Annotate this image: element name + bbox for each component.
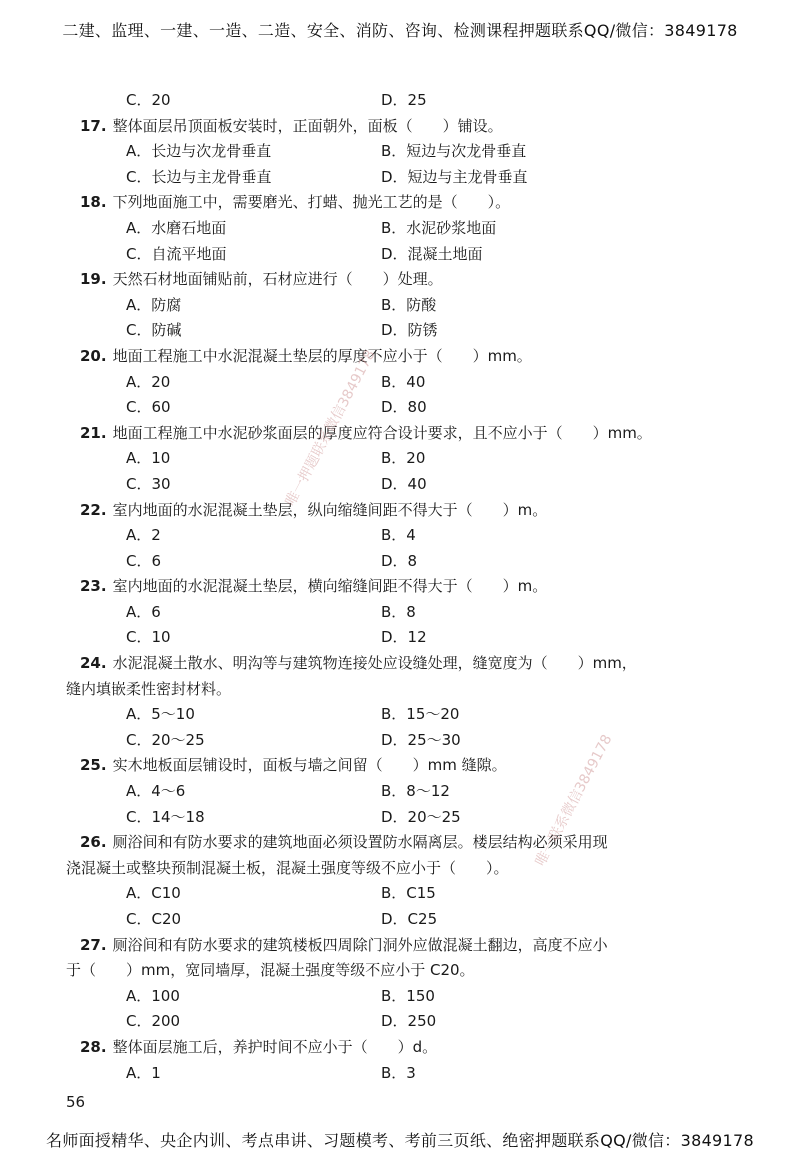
option-row — [66, 216, 746, 242]
question-stem — [66, 421, 746, 447]
watermark: 唯一联系微信3849178 — [532, 732, 616, 869]
question-number: 28. — [80, 1037, 107, 1056]
option-row — [66, 395, 746, 421]
option-row — [66, 1061, 746, 1087]
question-block — [66, 190, 746, 267]
answer-option: B．短边与次龙骨垂直 — [381, 142, 527, 161]
answer-option: A．100 — [126, 986, 180, 1005]
question-text: 厕浴间和有防水要求的建筑地面必须设置防水隔离层。楼层结构必须采用现 — [112, 833, 608, 852]
question-text: 天然石材地面铺贴前，石材应进行（ ）处理。 — [112, 270, 443, 289]
watermark: 唯一押题联系微信3849178 — [282, 347, 379, 509]
answer-option: C．10 — [126, 628, 171, 647]
option-row — [66, 293, 746, 319]
answer-option: A．防腐 — [126, 295, 182, 314]
question-stem — [66, 574, 746, 600]
question-number: 18. — [80, 193, 107, 212]
question-block — [66, 753, 746, 830]
question-text: 整体面层施工后，养护时间不应小于（ ）d。 — [112, 1037, 438, 1056]
question-number: 21. — [80, 423, 107, 442]
page-number: 56 — [66, 1093, 86, 1111]
answer-option: A．2 — [126, 526, 161, 545]
option-row — [66, 318, 746, 344]
answer-option: D．12 — [381, 628, 427, 647]
question-number: 19. — [80, 270, 107, 289]
question-number: 20. — [80, 346, 107, 365]
answer-option: B．8～12 — [381, 782, 450, 801]
answer-option: D．20～25 — [381, 807, 461, 826]
answer-option: B．8 — [381, 602, 416, 621]
option-row — [66, 881, 746, 907]
answer-option: A．4～6 — [126, 782, 186, 801]
question-stem-continued — [66, 856, 746, 882]
option-row — [66, 625, 746, 651]
answer-option: A．6 — [126, 602, 161, 621]
option-row — [66, 805, 746, 831]
answer-option: A．5～10 — [126, 705, 195, 724]
option-row — [66, 779, 746, 805]
bottom-banner: 名师面授精华、央企内训、考点串讲、习题模考、考前三页纸、绝密押题联系QQ/微信：3849178 — [46, 1131, 754, 1150]
question-number: 27. — [80, 935, 107, 954]
question-text: 室内地面的水泥混凝土垫层，横向缩缝间距不得大于（ ）m。 — [112, 577, 548, 596]
answer-option: B．150 — [381, 986, 435, 1005]
answer-option: A．1 — [126, 1063, 161, 1082]
question-text: 于（ ）mm，宽同墙厚，混凝土强度等级不应小于 C20。 — [66, 961, 475, 980]
question-number: 17. — [80, 116, 107, 135]
question-block — [66, 114, 746, 191]
answer-option: A．长边与次龙骨垂直 — [126, 142, 272, 161]
option-row — [66, 242, 746, 268]
answer-option: D．短边与主龙骨垂直 — [381, 167, 528, 186]
answer-option: D．C25 — [381, 910, 438, 928]
answer-option: C．6 — [126, 551, 162, 570]
option-row — [66, 165, 746, 191]
answer-option: C．60 — [126, 398, 171, 417]
option-row — [66, 728, 746, 754]
option-row — [66, 472, 746, 498]
answer-option: B．C15 — [381, 884, 436, 903]
question-block — [66, 1035, 746, 1086]
question-block — [66, 267, 746, 344]
question-stem-continued — [66, 677, 746, 703]
answer-option: B．水泥砂浆地面 — [381, 218, 497, 237]
answer-option: D．250 — [381, 1012, 437, 1031]
option-row — [66, 523, 746, 549]
answer-option: A．20 — [126, 372, 171, 391]
question-text: 实木地板面层铺设时，面板与墙之间留（ ）mm 缝隙。 — [112, 756, 507, 775]
question-stem — [66, 498, 746, 524]
answer-option: D．8 — [381, 551, 418, 570]
question-stem — [66, 651, 746, 677]
answer-option: D．80 — [381, 398, 427, 417]
question-text: 室内地面的水泥混凝土垫层，纵向缩缝间距不得大于（ ）m。 — [112, 500, 548, 519]
answer-option: C．C20 — [126, 910, 182, 928]
answer-option: C．防碱 — [126, 321, 182, 340]
option-row — [66, 907, 746, 933]
question-stem — [66, 114, 746, 140]
question-block — [66, 421, 746, 498]
question-number: 23. — [80, 577, 107, 596]
answer-option: C．14～18 — [126, 807, 205, 826]
option-row — [66, 600, 746, 626]
question-number: 24. — [80, 654, 107, 673]
answer-option: A．水磨石地面 — [126, 218, 227, 237]
question-stem — [66, 344, 746, 370]
question-stem — [66, 1035, 746, 1061]
answer-option: B．3 — [381, 1063, 416, 1082]
question-block — [66, 344, 746, 421]
top-banner: 二建、监理、一建、一造、二造、安全、消防、咨询、检测课程押题联系QQ/微信：3849178 — [62, 21, 738, 40]
option-row — [66, 446, 746, 472]
question-stem — [66, 267, 746, 293]
answer-option: B．15～20 — [381, 705, 460, 724]
answer-option: B．40 — [381, 372, 426, 391]
question-text: 地面工程施工中水泥砂浆面层的厚度应符合设计要求，且不应小于（ ）mm。 — [112, 423, 652, 442]
option-row — [66, 370, 746, 396]
option-row — [66, 549, 746, 575]
question-stem — [66, 753, 746, 779]
question-block — [66, 498, 746, 575]
question-stem — [66, 830, 746, 856]
answer-option: D．40 — [381, 474, 427, 493]
question-text: 整体面层吊顶面板安装时，正面朝外，面板（ ）铺设。 — [112, 116, 503, 135]
answer-option: C．20～25 — [126, 730, 205, 749]
answer-option: C．自流平地面 — [126, 244, 227, 263]
answer-option: D．25～30 — [381, 730, 461, 749]
answer-option: A．C10 — [126, 884, 181, 903]
question-text: 下列地面施工中，需要磨光、打蜡、抛光工艺的是（ ）。 — [112, 193, 511, 212]
question-stem — [66, 933, 746, 959]
question-number: 22. — [80, 500, 107, 519]
option-d: D．25 — [381, 91, 427, 109]
question-block — [66, 574, 746, 651]
option-c: C．20 — [126, 91, 171, 109]
answer-option: D．混凝土地面 — [381, 244, 483, 263]
question-block — [66, 933, 746, 1035]
answer-option: B．防酸 — [381, 295, 437, 314]
question-text: 厕浴间和有防水要求的建筑楼板四周除门洞外应做混凝土翻边，高度不应小 — [112, 935, 608, 954]
previous-question-options — [66, 88, 746, 114]
answer-option: C．200 — [126, 1012, 181, 1031]
answer-option: C．30 — [126, 474, 171, 493]
question-list — [66, 88, 746, 1086]
answer-option: A．10 — [126, 449, 171, 468]
question-text: 缝内填嵌柔性密封材料。 — [66, 679, 232, 698]
answer-option: C．长边与主龙骨垂直 — [126, 167, 272, 186]
question-stem — [66, 190, 746, 216]
answer-option: B．4 — [381, 526, 416, 545]
question-number: 25. — [80, 756, 107, 775]
option-row — [66, 1009, 746, 1035]
option-row — [66, 702, 746, 728]
question-block — [66, 651, 746, 753]
option-row — [66, 139, 746, 165]
question-block — [66, 830, 746, 932]
question-number: 26. — [80, 833, 107, 852]
question-text: 浇混凝土或整块预制混凝土板，混凝土强度等级不应小于（ ）。 — [66, 858, 509, 877]
answer-option: D．防锈 — [381, 321, 438, 340]
question-text: 地面工程施工中水泥混凝土垫层的厚度不应小于（ ）mm。 — [112, 346, 532, 365]
option-row — [66, 984, 746, 1010]
answer-option: B．20 — [381, 449, 426, 468]
question-stem-continued — [66, 958, 746, 984]
question-text: 水泥混凝土散水、明沟等与建筑物连接处应设缝处理，缝宽度为（ ）mm， — [112, 654, 637, 673]
